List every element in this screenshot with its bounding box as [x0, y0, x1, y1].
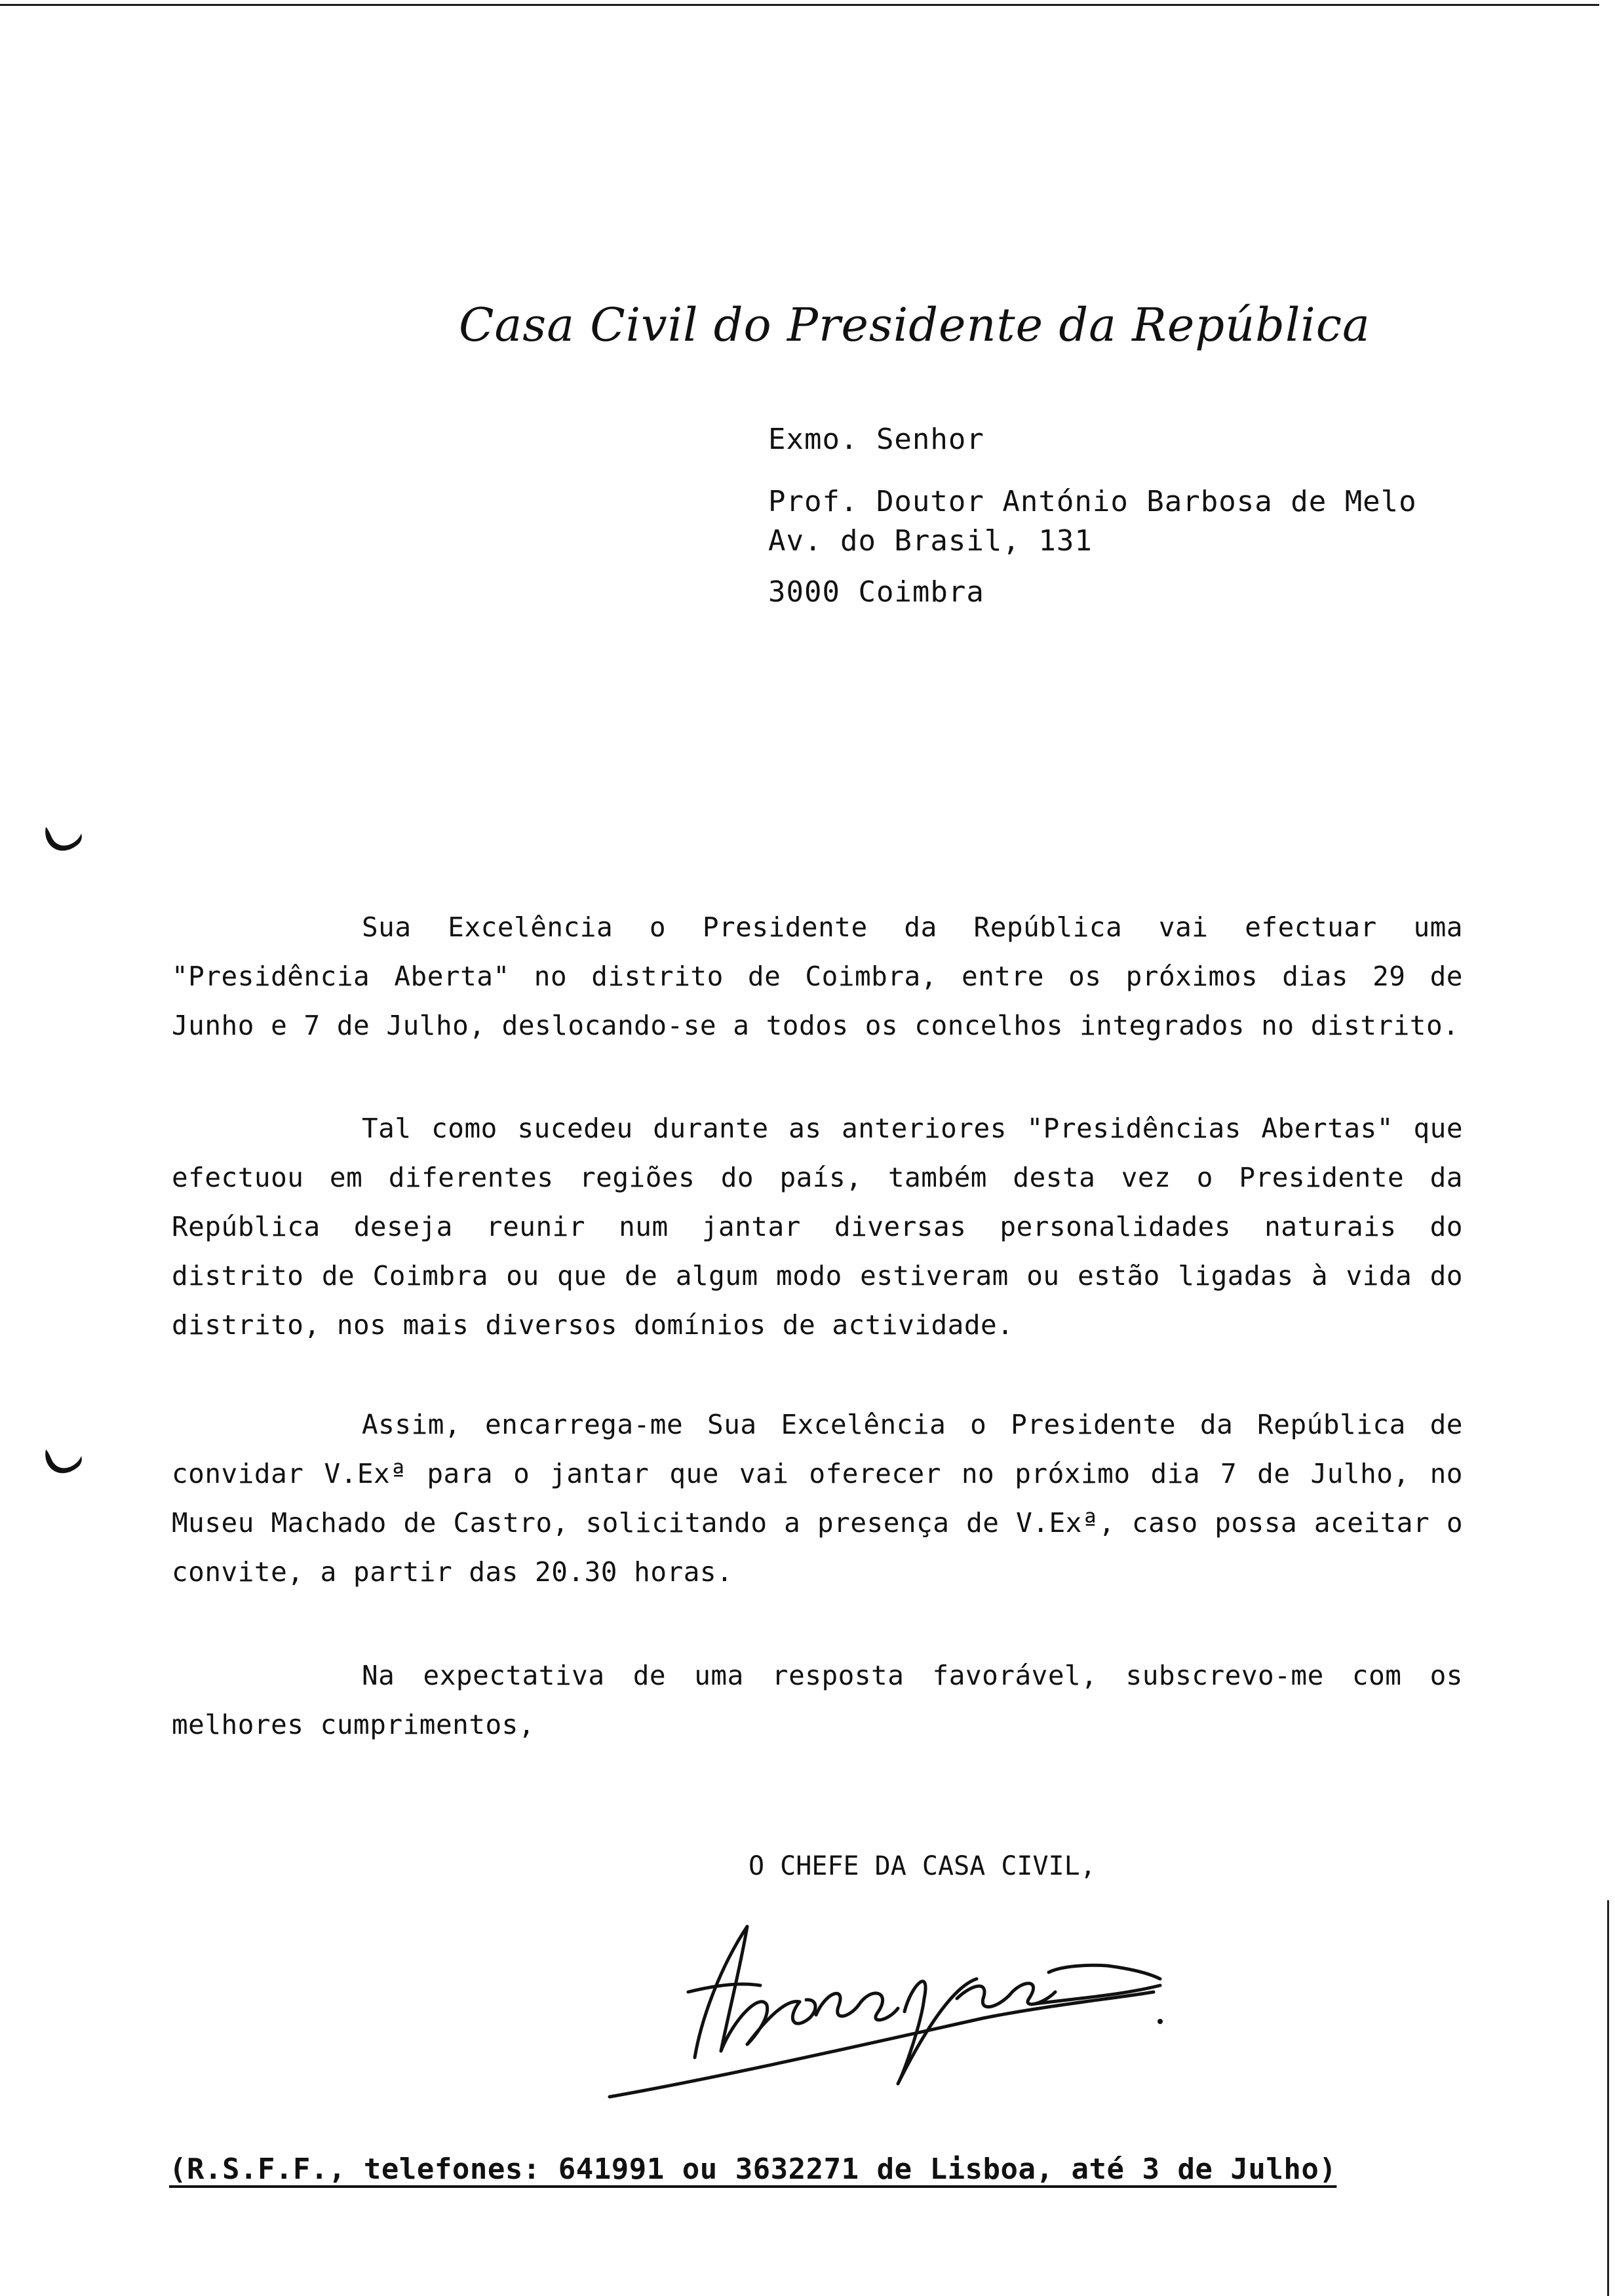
paragraph-4 [172, 1651, 1463, 1750]
recipient-salutation: Exmo. Senhor [768, 423, 984, 456]
paragraph-1-text: Sua Excelência o Presidente da República vai efectuar uma "Presidência Aberta" no distrito de Coimbra, entre os próximos dias 29 de Junho e 7 de Julho, deslocando-se a todos os concelhos integrados no distrito. [172, 911, 1463, 1041]
footer-contact-note: (R.S.F.F., telefones: 641991 ou 3632271 de Lisboa, até 3 de Julho) [169, 2152, 1337, 2186]
binder-hole-icon [41, 819, 87, 865]
paragraph-4-text: Na expectativa de uma resposta favorável, subscrevo-me com os melhores cumprimentos, [172, 1660, 1463, 1740]
letterhead: Casa Civil do Presidente da República [459, 298, 1371, 352]
signoff-title: O CHEFE DA CASA CIVIL, [749, 1851, 1096, 1881]
right-border-line [1607, 1900, 1609, 2296]
paragraph-3 [172, 1400, 1463, 1597]
recipient-street: Av. do Brasil, 131 [768, 524, 1093, 558]
handwritten-signature-icon [590, 1887, 1180, 2110]
recipient-name: Prof. Doutor António Barbosa de Melo [768, 485, 1417, 518]
paragraph-2 [172, 1104, 1463, 1350]
paragraph-3-text: Assim, encarrega-me Sua Excelência o Presidente da República de convidar V.Exª para o jantar que vai oferecer no próximo dia 7 de Julho, no Museu Machado de Castro, solicitando a presença de V.Exª, caso possa aceitar o convite, a partir das 20.30 horas. [172, 1409, 1463, 1588]
binder-hole-icon [41, 1442, 87, 1487]
paragraph-1 [172, 903, 1463, 1050]
recipient-city: 3000 Coimbra [768, 575, 984, 609]
top-border-line [0, 4, 1599, 6]
paragraph-2-text: Tal como sucedeu durante as anteriores "Presidências Abertas" que efectuou em diferentes regiões do país, também desta vez o Presidente da República deseja reunir num jantar diversas personalidades naturais do distrito de Coimbra ou que de algum modo estiveram ou estão ligadas à vida do distrito, nos mais diversos domínios de actividade. [172, 1113, 1463, 1341]
